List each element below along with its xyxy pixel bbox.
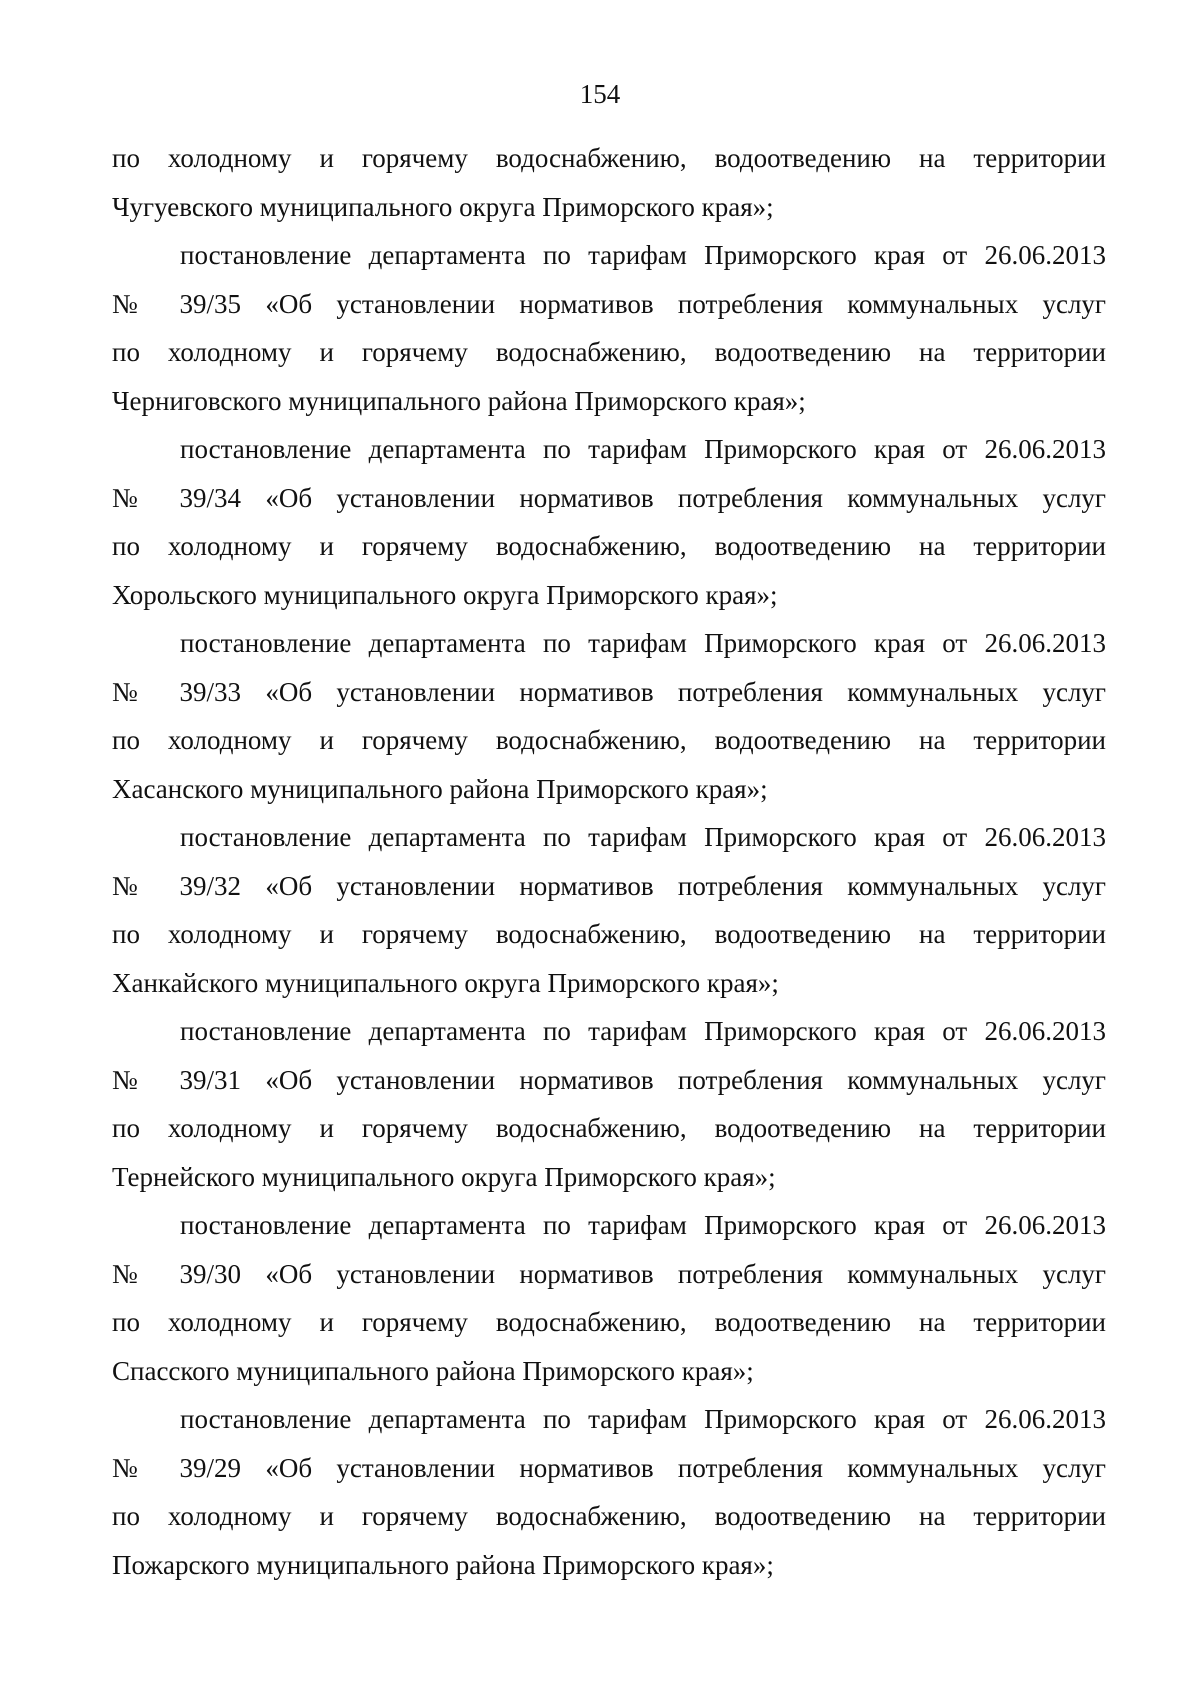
text-line: постановление департамента по тарифам Приморского края от 26.06.2013 [180,1404,1106,1434]
text-line: постановление департамента по тарифам Приморского края от 26.06.2013 [180,628,1106,658]
text-line: по холодному и горячему водоснабжению, водоотведению на территории [112,1501,1106,1531]
text-line: постановление департамента по тарифам Приморского края от 26.06.2013 [180,434,1106,464]
text-line: постановление департамента по тарифам Приморского края от 26.06.2013 [180,822,1106,852]
page-number: 154 [579,79,621,109]
text-line: Пожарского муниципального района Приморского края»; [112,1549,774,1580]
text-line: по холодному и горячему водоснабжению, водоотведению на территории [112,337,1106,367]
text-line: Черниговского муниципального района Приморского края»; [112,385,806,416]
text-line: по холодному и горячему водоснабжению, водоотведению на территории [112,143,1106,173]
text-line: по холодному и горячему водоснабжению, водоотведению на территории [112,1307,1106,1337]
text-line: № 39/30 «Об установлении нормативов потребления коммунальных услуг [112,1258,1106,1289]
text-line: Тернейского муниципального округа Приморского края»; [112,1161,776,1192]
text-line: по холодному и горячему водоснабжению, водоотведению на территории [112,1113,1106,1143]
text-line: № 39/33 «Об установлении нормативов потребления коммунальных услуг [112,676,1106,707]
text-line: по холодному и горячему водоснабжению, водоотведению на территории [112,531,1106,561]
text-line: № 39/31 «Об установлении нормативов потребления коммунальных услуг [112,1064,1106,1095]
text-line: Чугуевского муниципального округа Приморского края»; [112,191,774,222]
text-line: постановление департамента по тарифам Приморского края от 26.06.2013 [180,1016,1106,1046]
text-line: Спасского муниципального района Приморского края»; [112,1355,754,1386]
text-line: № 39/32 «Об установлении нормативов потребления коммунальных услуг [112,870,1106,901]
text-line: по холодному и горячему водоснабжению, водоотведению на территории [112,919,1106,949]
text-line: Хасанского муниципального района Приморского края»; [112,773,768,804]
text-line: постановление департамента по тарифам Приморского края от 26.06.2013 [180,1210,1106,1240]
text-line: по холодному и горячему водоснабжению, водоотведению на территории [112,725,1106,755]
text-line: № 39/34 «Об установлении нормативов потребления коммунальных услуг [112,482,1106,513]
text-line: № 39/29 «Об установлении нормативов потребления коммунальных услуг [112,1452,1106,1483]
text-line: постановление департамента по тарифам Приморского края от 26.06.2013 [180,240,1106,270]
text-line: № 39/35 «Об установлении нормативов потребления коммунальных услуг [112,288,1106,319]
text-line: Хорольского муниципального округа Приморского края»; [112,579,778,610]
text-line: Ханкайского муниципального округа Приморского края»; [112,967,779,998]
document-body [112,134,1106,1589]
